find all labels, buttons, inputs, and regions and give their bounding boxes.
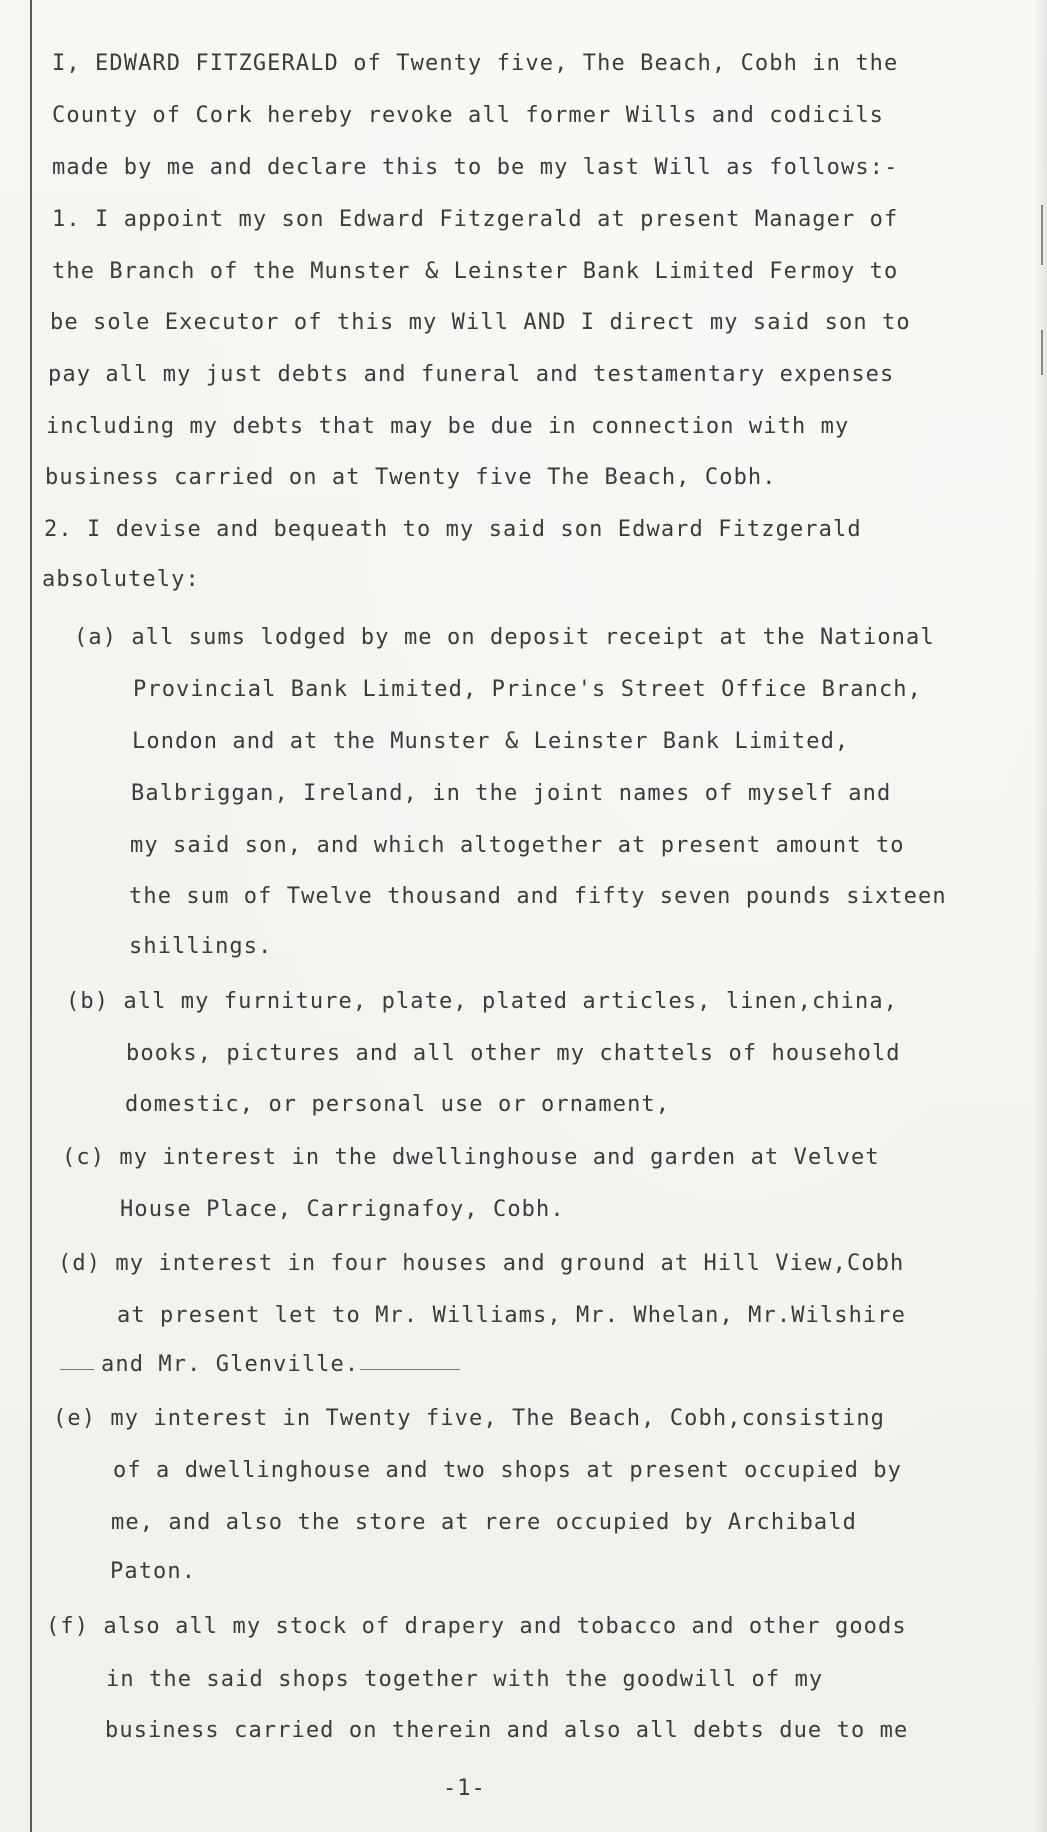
text-line: 2. I devise and bequeath to my said son Edward Fitzgerald: [44, 517, 862, 542]
text-line: Paton.: [110, 1559, 197, 1584]
text-line: me, and also the store at rere occupied by Archibald: [111, 1510, 857, 1535]
list-item-e: (e) my interest in Twenty five, The Beach, Cobh,consisting: [53, 1406, 886, 1431]
text-line: at present let to Mr. Williams, Mr. Whelan, Mr.Wilshire: [117, 1303, 906, 1328]
list-item-d: (d) my interest in four houses and ground at Hill View,Cobh: [58, 1251, 905, 1276]
text-line: London and at the Munster & Leinster Bank Limited,: [132, 729, 850, 754]
text-line: 1. I appoint my son Edward Fitzgerald at present Manager of: [52, 207, 899, 232]
edge-mark: [1041, 330, 1043, 375]
text-line: in the said shops together with the goodwill of my: [106, 1667, 824, 1692]
list-item-c: (c) my interest in the dwellinghouse and garden at Velvet: [62, 1145, 880, 1170]
text-line: Provincial Bank Limited, Prince's Street Office Branch,: [133, 677, 922, 702]
text-line: business carried on therein and also all debts due to me: [105, 1718, 909, 1743]
underline-mark: [360, 1369, 460, 1370]
text-line: including my debts that may be due in connection with my: [46, 414, 850, 439]
text-line: my said son, and which altogether at present amount to: [130, 833, 905, 858]
edge-mark: [1041, 205, 1043, 265]
text-line: be sole Executor of this my Will AND I direct my said son to: [50, 310, 911, 335]
page-number: -1-: [443, 1776, 486, 1801]
list-item-a: (a) all sums lodged by me on deposit receipt at the National: [74, 625, 935, 650]
text-line: the sum of Twelve thousand and fifty seven pounds sixteen: [129, 884, 947, 909]
text-line: domestic, or personal use or ornament,: [125, 1092, 671, 1117]
text-line: pay all my just debts and funeral and testamentary expenses: [48, 362, 895, 387]
text-line: books, pictures and all other my chattels of household: [126, 1041, 901, 1066]
text-line: the Branch of the Munster & Leinster Bank Limited Fermoy to: [52, 259, 899, 284]
text-line: made by me and declare this to be my last Will as follows:-: [52, 155, 899, 180]
text-line: business carried on at Twenty five The Beach, Cobh.: [45, 465, 777, 490]
text-line: and Mr. Glenville.: [101, 1352, 360, 1377]
left-margin-rule: [30, 0, 32, 1832]
text-line: County of Cork hereby revoke all former Wills and codicils: [52, 103, 885, 128]
text-line: absolutely:: [42, 567, 200, 592]
text-line: of a dwellinghouse and two shops at present occupied by: [113, 1458, 902, 1483]
text-line: shillings.: [129, 934, 273, 959]
text-line: Balbriggan, Ireland, in the joint names of myself and: [131, 781, 892, 806]
list-item-b: (b) all my furniture, plate, plated articles, linen,china,: [66, 989, 899, 1014]
text-line: I, EDWARD FITZGERALD of Twenty five, The Beach, Cobh in the: [52, 51, 899, 76]
right-page-edge: [1035, 0, 1047, 1832]
text-line: House Place, Carrignafoy, Cobh.: [120, 1197, 565, 1222]
list-item-f: (f) also all my stock of drapery and tobacco and other goods: [46, 1614, 907, 1639]
underline-mark: [60, 1369, 94, 1370]
